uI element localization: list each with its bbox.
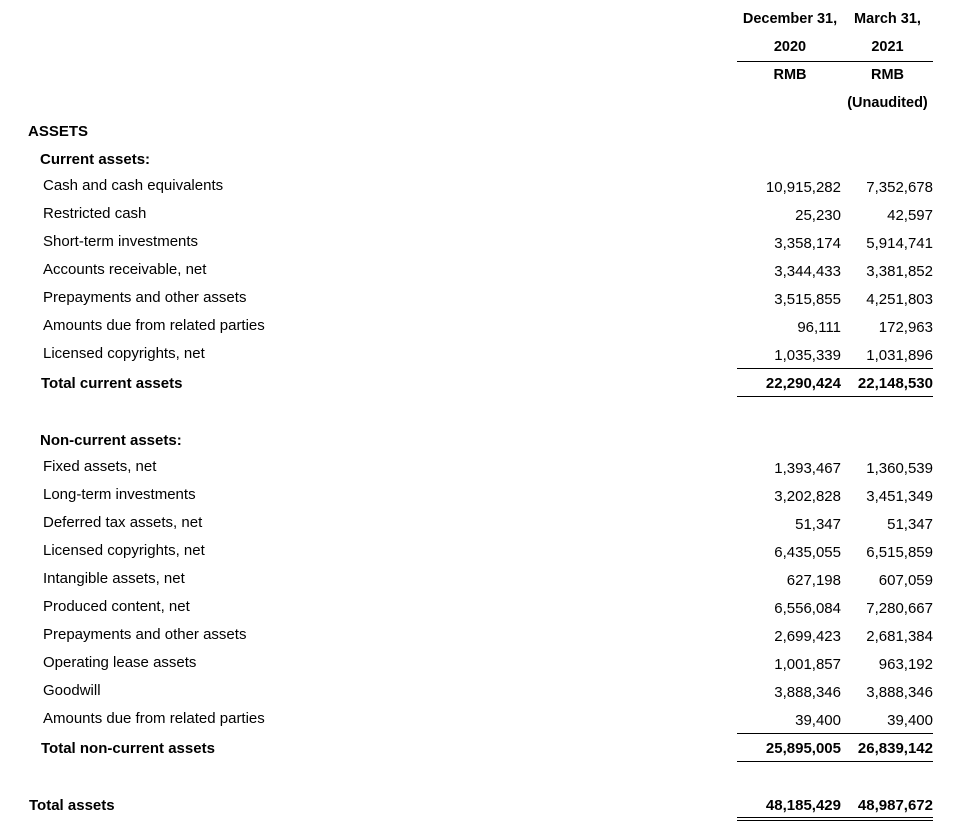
row-value-2021: 39,400 bbox=[887, 712, 933, 729]
row-value-2021: 51,347 bbox=[887, 516, 933, 533]
col-2021-date: March 31, bbox=[854, 11, 921, 27]
row-label: Short-term investments bbox=[43, 233, 199, 250]
grand-total-double-rule-bottom bbox=[737, 820, 933, 821]
row-value-2021: 5,914,741 bbox=[866, 235, 933, 252]
row-label: Amounts due from related parties bbox=[43, 710, 265, 727]
row-value-2020: 1,035,339 bbox=[774, 347, 841, 364]
row-value-2020: 3,202,828 bbox=[774, 488, 841, 505]
row-label: Accounts receivable, net bbox=[43, 261, 207, 278]
row-value-2020: 10,915,282 bbox=[765, 179, 841, 196]
total-rule bbox=[737, 761, 933, 762]
total-current-2021: 22,148,530 bbox=[857, 375, 933, 392]
row-label: Prepayments and other assets bbox=[43, 289, 247, 306]
col-2021-currency: RMB bbox=[870, 67, 905, 83]
row-label: Intangible assets, net bbox=[43, 570, 185, 587]
row-value-2021: 7,280,667 bbox=[866, 600, 933, 617]
row-label: Long-term investments bbox=[43, 486, 196, 503]
section-title: ASSETS bbox=[28, 123, 89, 140]
row-label: Amounts due from related parties bbox=[43, 317, 265, 334]
header-rule bbox=[737, 61, 933, 62]
subtotal-rule bbox=[737, 368, 933, 369]
row-value-2021: 3,381,852 bbox=[866, 263, 933, 280]
total-rule bbox=[737, 396, 933, 397]
row-value-2020: 96,111 bbox=[797, 319, 841, 336]
row-value-2020: 51,347 bbox=[795, 516, 841, 533]
row-value-2020: 1,393,467 bbox=[774, 460, 841, 477]
col-2020-currency: RMB bbox=[773, 67, 807, 83]
row-value-2020: 3,344,433 bbox=[774, 263, 841, 280]
total-current-2020: 22,290,424 bbox=[765, 375, 841, 392]
row-value-2021: 42,597 bbox=[887, 207, 933, 224]
row-label: Restricted cash bbox=[43, 205, 147, 222]
row-value-2020: 25,230 bbox=[795, 207, 841, 224]
col-2020-date: December 31, bbox=[742, 11, 838, 27]
grand-total-double-rule-top bbox=[737, 817, 933, 818]
row-value-2021: 3,451,349 bbox=[866, 488, 933, 505]
row-label: Licensed copyrights, net bbox=[43, 345, 205, 362]
total-current-label: Total current assets bbox=[41, 375, 183, 392]
row-label: Fixed assets, net bbox=[43, 458, 157, 475]
row-label: Deferred tax assets, net bbox=[43, 514, 203, 531]
row-value-2021: 1,031,896 bbox=[866, 347, 933, 364]
col-2021-audit-note: (Unaudited) bbox=[847, 95, 928, 111]
total-assets-label: Total assets bbox=[29, 797, 115, 814]
row-value-2021: 607,059 bbox=[878, 572, 933, 589]
row-value-2021: 172,963 bbox=[878, 319, 933, 336]
row-label: Licensed copyrights, net bbox=[43, 542, 205, 559]
row-value-2020: 3,515,855 bbox=[774, 291, 841, 308]
total-noncurrent-label: Total non-current assets bbox=[41, 740, 215, 757]
current-assets-heading: Current assets: bbox=[40, 151, 151, 168]
row-value-2020: 6,435,055 bbox=[774, 544, 841, 561]
subtotal-rule bbox=[737, 733, 933, 734]
row-value-2021: 4,251,803 bbox=[866, 291, 933, 308]
row-value-2020: 627,198 bbox=[786, 572, 841, 589]
row-value-2021: 6,515,859 bbox=[866, 544, 933, 561]
total-assets-2020: 48,185,429 bbox=[765, 797, 841, 814]
row-label: Prepayments and other assets bbox=[43, 626, 247, 643]
row-label: Operating lease assets bbox=[43, 654, 197, 671]
col-2020-year: 2020 bbox=[773, 39, 807, 55]
row-value-2021: 1,360,539 bbox=[866, 460, 933, 477]
row-label: Produced content, net bbox=[43, 598, 190, 615]
total-noncurrent-2020: 25,895,005 bbox=[765, 740, 841, 757]
noncurrent-assets-heading: Non-current assets: bbox=[40, 432, 182, 449]
row-label: Cash and cash equivalents bbox=[43, 177, 224, 194]
row-label: Goodwill bbox=[43, 682, 101, 699]
total-assets-2021: 48,987,672 bbox=[857, 797, 933, 814]
total-noncurrent-2021: 26,839,142 bbox=[857, 740, 933, 757]
row-value-2021: 3,888,346 bbox=[866, 684, 933, 701]
row-value-2020: 2,699,423 bbox=[774, 628, 841, 645]
row-value-2020: 3,888,346 bbox=[774, 684, 841, 701]
row-value-2020: 1,001,857 bbox=[774, 656, 841, 673]
row-value-2020: 3,358,174 bbox=[774, 235, 841, 252]
row-value-2020: 6,556,084 bbox=[774, 600, 841, 617]
col-2021-year: 2021 bbox=[871, 39, 904, 55]
row-value-2021: 7,352,678 bbox=[866, 179, 933, 196]
row-value-2021: 963,192 bbox=[878, 656, 933, 673]
row-value-2021: 2,681,384 bbox=[866, 628, 933, 645]
row-value-2020: 39,400 bbox=[795, 712, 841, 729]
